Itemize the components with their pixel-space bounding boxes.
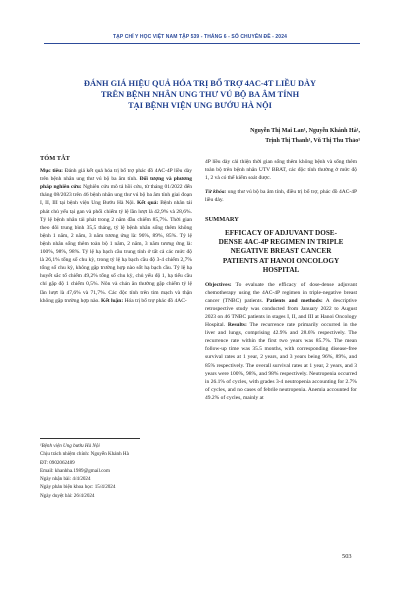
authors-line-1: Nguyễn Thị Mai Lan¹, Nguyễn Khánh Hà¹, [250, 128, 360, 134]
abstract-paragraph-en [205, 281, 357, 402]
left-column [40, 152, 192, 305]
en-title-line-5: HOSPITAL [262, 266, 300, 275]
footnote-email: Email: khanhha.1989@gmail.com [40, 467, 110, 474]
objective-label: Mục tiêu: [40, 168, 64, 175]
keywords-vn [205, 188, 357, 204]
methods-text-en: A descriptive retrospective study was conducted from January 2022 to August 2023 on 46 TNBC patients in stages I, II, and III at Hanoi Oncology Hospital. [205, 297, 357, 329]
en-title-line-4: PATIENTS AT HANOI ONCOLOGY [222, 256, 340, 265]
keywords-label: Từ khóa: [205, 189, 227, 196]
results-label-en: Results: [227, 322, 247, 329]
conclusion-continued: 4P liều dày cải thiện thời gian sống thêm không bệnh và sống thêm toàn bộ trên bệnh nhân UTV BBAT, các độc tính thường ở mức độ 1, 2 và có thể kiểm soát được. [205, 159, 357, 182]
objectives-label-en: Objectives: [205, 281, 232, 288]
methods-text: Nghiên cứu mô tả hồi cứu, từ tháng 01/2022 đến tháng 08/2023 trên 46 bệnh nhân ung thư vú bộ ba âm tính giai đoạn I, II, III tại bệnh viện Ung Bướu Hà Nội. [40, 184, 192, 207]
footnote-divider [40, 438, 140, 439]
article-title-en [205, 229, 357, 276]
page-number: 503 [342, 553, 352, 560]
en-title-line-2: DENSE 4AC-4P REGIMEN IN TRIPLE [218, 237, 344, 246]
title-line-3: TẠI BỆNH VIỆN UNG BƯỚU HÀ NỘI [128, 101, 272, 110]
objectives-text-en: To evaluate the efficacy of dose-dense adjuvant chemotherapy using the 4AC-4P regimen in triple-negative breast cancer (TNBC) patients. [205, 281, 357, 304]
abstract-heading-vn: TÓM TẮT [40, 155, 70, 162]
footnotes [40, 442, 200, 500]
en-title-line-3: NEGATIVE BREAST CANCER [230, 247, 332, 256]
results-label: Kết quả: [137, 200, 159, 207]
title-line-1: ĐÁNH GIÁ HIỆU QUẢ HÓA TRỊ BỔ TRỢ 4AC-4T LIỀU DÀY [83, 79, 317, 88]
footnote-reviewed: Ngày phản biện khoa học: 15/4/2024 [40, 484, 116, 491]
header-divider [44, 43, 360, 44]
methods-label: Đối tượng và phương pháp nghiên cứu: [40, 176, 192, 191]
methods-label-en: Patients and methods: [266, 297, 323, 304]
conclusion-text: Hóa trị bổ trợ phác đồ 4AC- [123, 297, 187, 304]
results-text-en: The recurrence rate primarily occurred in the liver and lungs, comprising 42.9% and 28.6% respectively. The recurrence rate within the first two years was 85.7%. The mean follow-up time was 35.5 months, with corresponding disease-free survival rates at 1 year, 2 years, and 3 years being 96%, 89%, and 85% respectively. The overall survival rates at 1 year, 2 years, and 3 years were 100%, 98%, and 98% respectively. Neutropenia occurred in 26.1% of cycles, with grades 3-4 neutropenia accounting for 2.7% of cycles, and no cases of febrile neutropenia. Anemia accounted for 49.2% of cycles, mainly at [205, 322, 357, 401]
summary-heading: SUMMARY [205, 216, 239, 224]
right-column [205, 158, 357, 402]
authors-line-2: Trịnh Thị Thanh¹, Vũ Thị Thu Thảo¹ [265, 138, 360, 144]
journal-header: TẠP CHÍ Y HỌC VIỆT NAM TẬP 539 - THÁNG 6 - SỐ CHUYÊN ĐỀ - 2024 [113, 34, 287, 40]
keywords-text: ung thư vú bộ ba âm tính, điều trị bổ trợ, phác đồ 4AC-4P liều dày. [205, 189, 358, 204]
objective-text: Đánh giá kết quả hóa trị bổ trợ phác đồ 4AC-4P liều dày trên bệnh nhân ung thư vú bộ ba âm tính. [40, 168, 192, 183]
footnote-affiliation: ¹Bệnh viện Ung bướu Hà Nội [40, 443, 100, 449]
footnote-received: Ngày nhận bài: 4/4/2024 [40, 476, 91, 483]
footnote-phone: ĐT: 0902062489 [40, 459, 75, 466]
conclusion-label: Kết luận: [101, 297, 124, 304]
en-title-line-1: EFFICACY OF ADJUVANT DOSE- [224, 228, 337, 237]
title-line-2: TRÊN BỆNH NHÂN UNG THƯ VÚ BỘ BA ÂM TÍNH [100, 90, 300, 99]
footnote-responsible: Chịu trách nhiệm chính: Nguyễn Khánh Hà [40, 451, 129, 458]
results-text: Bệnh nhân tái phát chủ yếu tại gan và phổi chiếm tỷ lệ lần lượt là 42,9% và 28,6%. Tỷ lệ bệnh nhân tái phát trong 2 năm đầu chiếm 85,7%. Thời gian theo dõi trung bình 35,5 tháng, tỷ lệ bệnh nhân sống thêm không bệnh 1 năm, 2 năm, 3 năm tương ứng là: 96%, 89%, 85%. Tỷ lệ bệnh nhân sống thêm toàn bộ 1 năm, 2 năm, 3 năm tương ứng là: 100%, 98%, 98%. Tỷ lệ hạ bạch cầu trung tính ở tất cả các mức độ là 26,1% tổng số chu kỳ, trong tỷ lệ hạ bạch cầu độ 3-4 chiếm 2,7% tổng số chu kỳ, không gặp trường hợp nào sốt hạ bạch cầu. Tỷ lệ hạ huyết sắc tố chiếm 49,2% tổng số chu kỳ, chủ yếu độ 1, hạ tiểu cầu chỉ gặp độ 1 chiếm 0,5%. Nôn và chán ăn thường gặp chiếm tỷ lệ lần lượt là 47,6% và 71,7%. Các độc tính trên tim mạch và thận không gặp trường hợp nào. [40, 200, 192, 304]
footnote-accepted: Ngày duyệt bài: 26/4/2024 [40, 492, 95, 499]
author-list [180, 126, 360, 146]
article-title-vn [40, 78, 360, 111]
abstract-paragraph-vn [40, 167, 192, 305]
